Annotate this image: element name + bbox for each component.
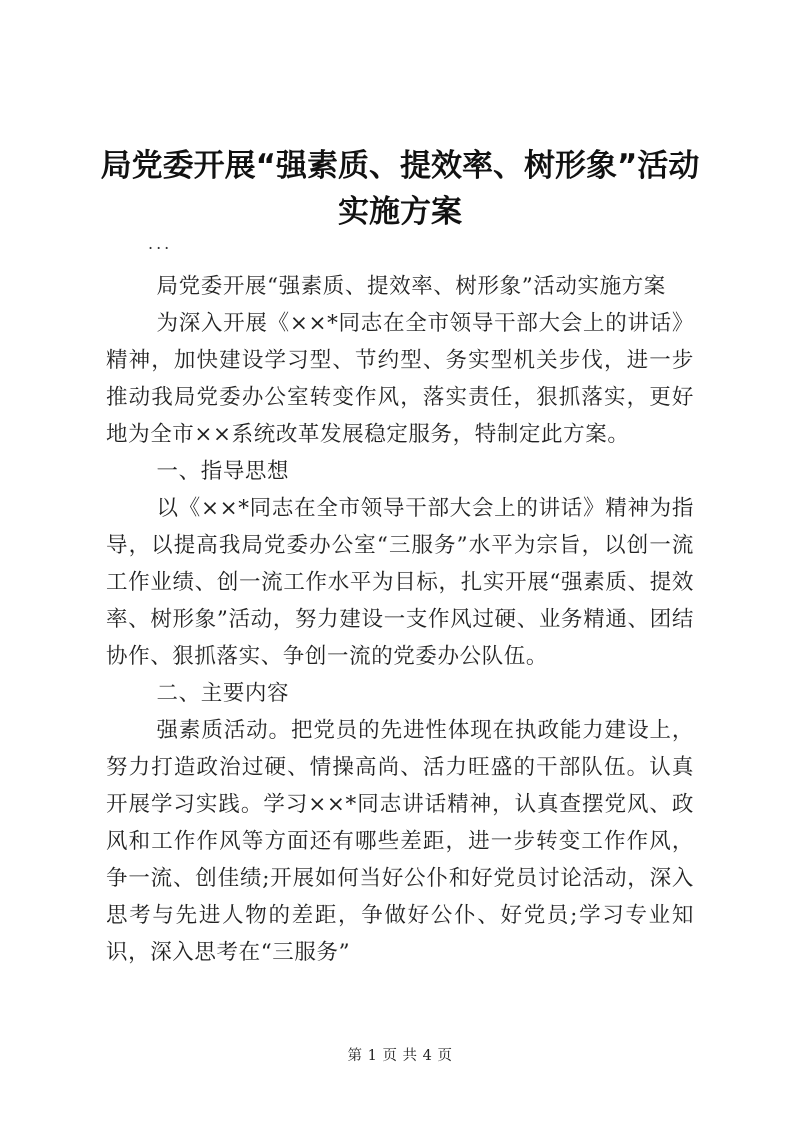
- document-subtitle: 局党委开展“强素质、提效率、树形象”活动实施方案: [156, 274, 666, 299]
- section-1-heading: 一、指导思想: [156, 459, 290, 484]
- document-body: [106, 268, 694, 971]
- intro-paragraph: 为深入开展《××*同志在全市领导干部大会上的讲话》精神，加快建设学习型、节约型、务实型机关步伐，进一步推动我局党委办公室转变作风，落实责任，狠抓落实，更好地为全市××系统改革发展稳定服务，特制定此方案。: [106, 311, 694, 447]
- section-2-paragraph: 强素质活动。把党员的先进性体现在执政能力建设上，努力打造政治过硬、情操高尚、活力旺盛的干部队伍。认真开展学习实践。学习××*同志讲话精神，认真查摆党风、政风和工作作风等方面还有哪些差距，进一步转变工作作风，争一流、创佳绩;开展如何当好公仆和好党员讨论活动，深入思考与先进人物的差距，争做好公仆、好党员;学习专业知识，深入思考在“三服务”: [106, 718, 694, 965]
- section-2-heading: 二、主要内容: [156, 681, 290, 706]
- section-1-paragraph: 以《××*同志在全市领导干部大会上的讲话》精神为指导，以提高我局党委办公室“三服务”水平为宗旨，以创一流工作业绩、创一流工作水平为目标，扎实开展“强素质、提效率、树形象”活动，努力建设一支作风过硬、业务精通、团结协作、狠抓落实、争创一流的党委办公队伍。: [106, 496, 694, 669]
- page-footer: 第 1 页 共 4 页: [347, 1048, 453, 1064]
- document-title-line-1: 局党委开展“强素质、提效率、树形象”活动: [100, 148, 700, 184]
- document-title-line-2: 实施方案: [338, 194, 462, 230]
- ellipsis-marker: ...: [148, 234, 173, 253]
